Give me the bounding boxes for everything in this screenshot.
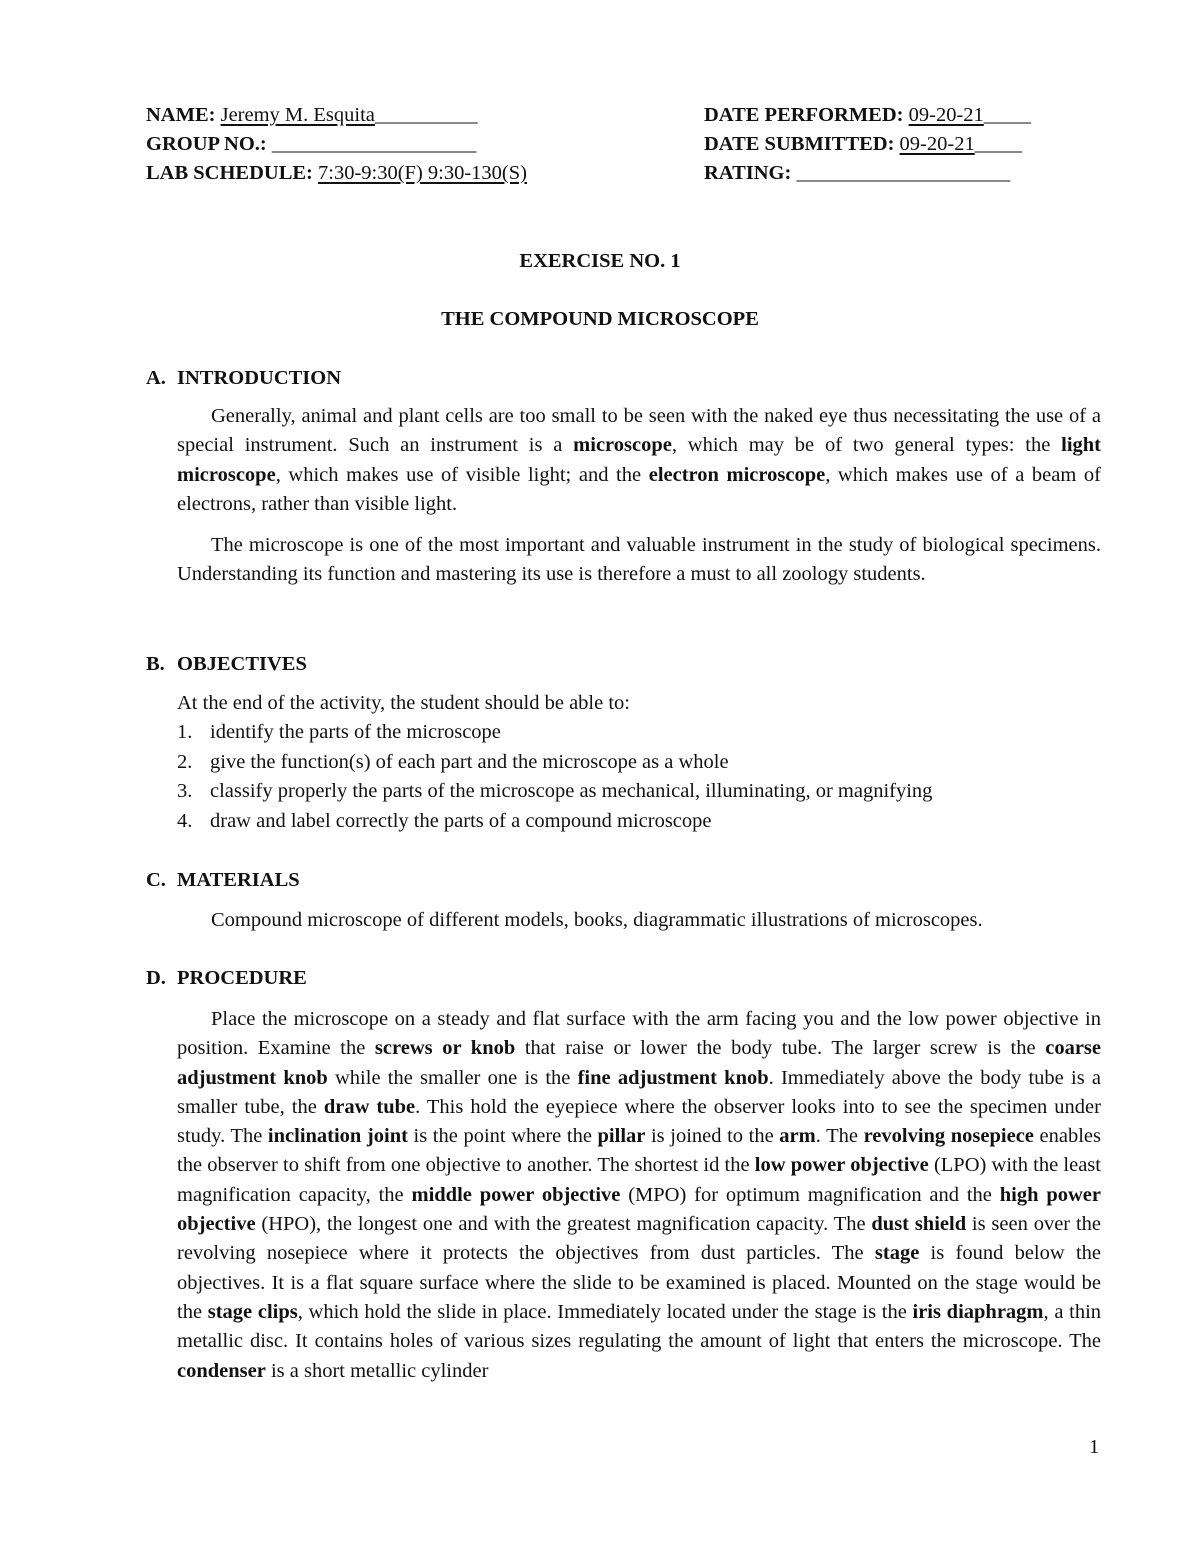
term-coarse-adjustment-knob: coarse adjustment knob [177, 1037, 1101, 1089]
date-submitted-value: 09-20-21 [899, 133, 975, 155]
procedure-text: Place the microscope on a steady and flat surface with the arm facing you and the low power objective in position. Examine the [177, 1008, 1101, 1060]
term-electron-microscope: electron microscope [648, 463, 826, 486]
name-blank: ___________ [374, 104, 477, 126]
procedure-text: . The [815, 1125, 864, 1148]
procedure-text: is seen over the revolving nosepiece where it protects the objectives from dust particles. The [177, 1213, 1101, 1265]
procedure-text: is a short metallic cylinder [265, 1359, 489, 1382]
procedure-text: while the smaller one is the [327, 1066, 578, 1089]
section-title: MATERIALS [177, 869, 300, 891]
procedure-text: , which hold the slide in place. Immediately located under the stage is the [297, 1300, 913, 1323]
date-submitted-row [704, 131, 1021, 157]
list-item [177, 718, 932, 748]
term-draw-tube: draw tube [323, 1095, 416, 1118]
intro-text: , which may be of two general types: the [671, 434, 1062, 457]
procedure-text: (MPO) for optimum magnification and the [620, 1183, 1000, 1206]
date-performed-label: DATE PERFORMED: [704, 104, 904, 126]
procedure-paragraph [177, 1005, 1101, 1386]
group-label: GROUP NO.: [146, 133, 267, 155]
document-title: THE COMPOUND MICROSCOPE [441, 308, 759, 330]
rating-row [704, 160, 1009, 186]
list-number: 4. [177, 809, 193, 832]
rating-label: RATING: [704, 162, 792, 184]
term-light-microscope: light microscope [177, 434, 1101, 486]
procedure-text: (LPO) with the least magnification capacity, the [177, 1154, 1101, 1206]
section-heading-procedure [146, 965, 307, 991]
materials-text: Compound microscope of different models, books, diagrammatic illustrations of microscopes. [211, 909, 983, 931]
date-submitted-label: DATE SUBMITTED: [704, 133, 895, 155]
term-dust-shield: dust shield [871, 1213, 967, 1236]
list-text: give the function(s) of each part and the microscope as a whole [210, 750, 729, 773]
list-text: classify properly the parts of the microscope as mechanical, illuminating, or magnifying [210, 780, 933, 802]
procedure-text: (HPO), the longest one and with the greatest magnification capacity. The [255, 1213, 872, 1236]
section-heading-materials [146, 867, 300, 893]
name-value: Jeremy M. Esquita [220, 104, 375, 126]
section-letter: B. [146, 653, 165, 675]
term-microscope: microscope [573, 434, 672, 457]
intro-text: The microscope is one of the most important and valuable instrument in the study of biological specimens. Understanding its function and mastering its use is therefore a must to all zoology students. [177, 534, 1101, 586]
intro-text: , which makes use of visible light; and the [275, 463, 649, 486]
procedure-text: . Immediately above the body tube is a smaller tube, the [177, 1066, 1101, 1118]
list-text: identify the parts of the microscope [210, 721, 501, 743]
group-blank: ______________________ [271, 133, 476, 155]
term-condenser: condenser [177, 1359, 266, 1382]
term-iris-diaphragm: iris diaphragm [912, 1300, 1044, 1323]
procedure-text: that raise or lower the body tube. The larger screw is the [515, 1037, 1046, 1060]
section-title: OBJECTIVES [177, 653, 307, 675]
term-middle-power-objective: middle power objective [411, 1183, 621, 1206]
page-number: 1 [1089, 1436, 1100, 1458]
materials-paragraph [177, 906, 1101, 935]
term-inclination-joint: inclination joint [267, 1125, 408, 1148]
rating-blank: _______________________ [796, 162, 1010, 184]
term-high-power-objective: high power objective [177, 1183, 1101, 1236]
exercise-number: EXERCISE NO. 1 [519, 250, 681, 272]
intro-paragraph-1 [177, 402, 1101, 519]
procedure-text: is found below the objectives. It is a flat square surface where the slide to be examined is placed. Mounted on the stage would be the [177, 1242, 1101, 1323]
objectives-list [177, 718, 932, 836]
list-item [177, 807, 932, 837]
section-title: INTRODUCTION [177, 367, 342, 389]
list-item [177, 777, 932, 807]
schedule-label: LAB SCHEDULE: [146, 162, 313, 184]
list-number: 1. [177, 721, 193, 743]
section-letter: C. [146, 869, 166, 891]
intro-paragraph-2 [177, 531, 1101, 590]
section-letter: D. [146, 967, 166, 989]
term-stage: stage [874, 1242, 920, 1265]
date-performed-row [704, 102, 1030, 128]
schedule-value: 7:30-9:30(F) 9:30-130(S) [318, 162, 527, 184]
list-item [177, 748, 932, 778]
list-number: 3. [177, 780, 193, 802]
section-letter: A. [146, 367, 166, 389]
date-performed-blank: _____ [983, 104, 1031, 126]
list-text: draw and label correctly the parts of a compound microscope [210, 809, 712, 832]
date-submitted-blank: _____ [974, 133, 1021, 155]
section-heading-introduction [146, 365, 341, 391]
list-number: 2. [177, 750, 193, 773]
objectives-lead: At the end of the activity, the student should be able to: [177, 692, 630, 714]
procedure-text: , a thin metallic disc. It contains holes of various sizes regulating the amount of light that enters the microscope. The [177, 1300, 1102, 1353]
term-stage-clips: stage clips [207, 1300, 298, 1323]
schedule-row [146, 160, 527, 186]
term-revolving-nosepiece: revolving nosepiece [863, 1125, 1034, 1148]
term-low-power-objective: low power objective [754, 1154, 929, 1177]
intro-text: Generally, animal and plant cells are too small to be seen with the naked eye thus necessitating the use of a special instrument. Such an instrument is a [177, 405, 1101, 457]
term-pillar: pillar [597, 1125, 646, 1148]
date-performed-value: 09-20-21 [908, 104, 984, 126]
section-title: PROCEDURE [177, 967, 307, 989]
term-arm: arm [779, 1125, 816, 1148]
procedure-text: is joined to the [645, 1125, 780, 1148]
group-row [146, 131, 475, 157]
procedure-text: . This hold the eyepiece where the observer looks into to see the specimen under study. The [177, 1095, 1101, 1148]
name-row [146, 102, 477, 128]
intro-text: , which makes use of a beam of electrons, rather than visible light. [177, 463, 1101, 515]
procedure-text: enables the observer to shift from one objective to another. The shortest id the [177, 1125, 1101, 1177]
section-heading-objectives [146, 651, 307, 677]
name-label: NAME: [146, 104, 216, 126]
term-fine-adjustment-knob: fine adjustment knob [577, 1066, 769, 1089]
term-screws-or-knob: screws or knob [374, 1037, 516, 1060]
procedure-text: is the point where the [407, 1125, 598, 1148]
